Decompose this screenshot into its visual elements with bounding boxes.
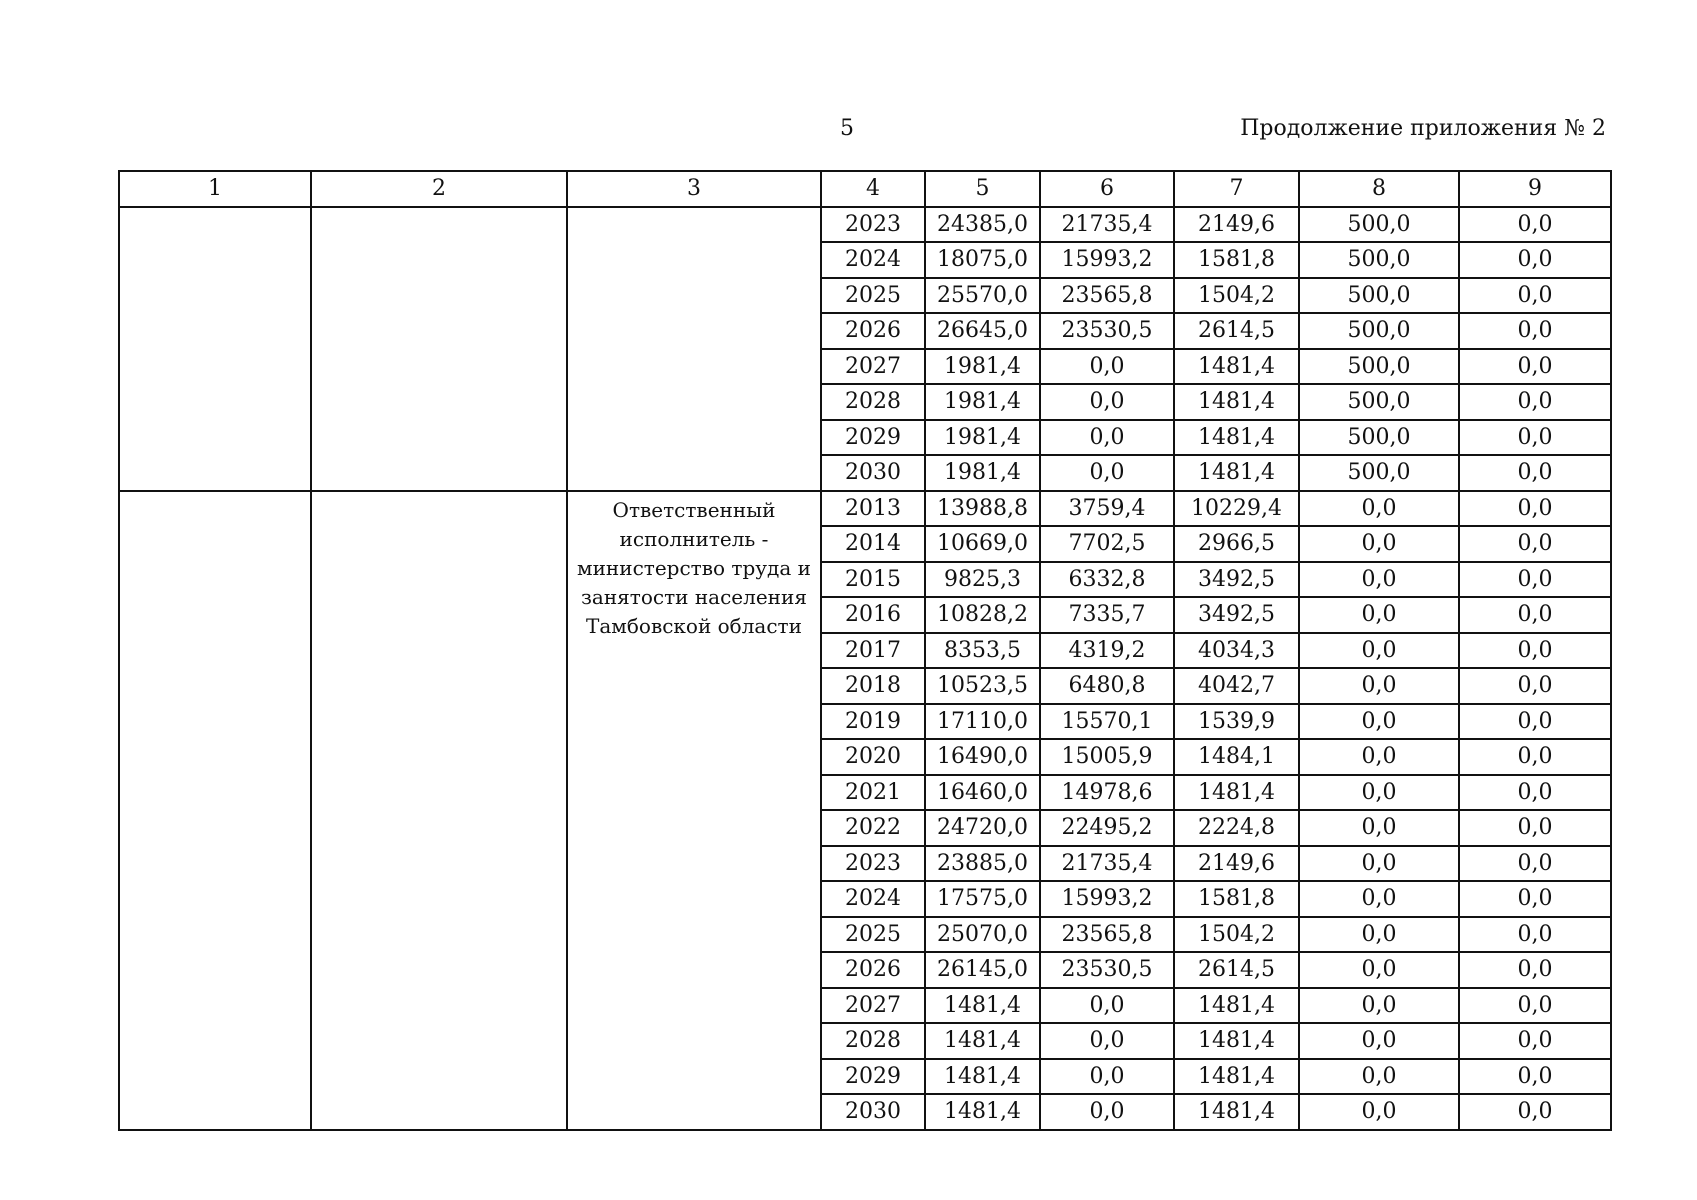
value-cell: 1504,2 [1174, 278, 1299, 314]
value-cell: 1981,4 [925, 455, 1040, 491]
column-header: 6 [1040, 171, 1174, 207]
col2-cell [311, 491, 567, 1130]
value-cell: 16460,0 [925, 775, 1040, 811]
column-header: 8 [1299, 171, 1459, 207]
value-cell: 24385,0 [925, 207, 1040, 243]
year-cell: 2024 [821, 242, 925, 278]
value-cell: 4042,7 [1174, 668, 1299, 704]
year-cell: 2027 [821, 349, 925, 385]
executor-line: занятости населения [581, 584, 807, 609]
value-cell: 2224,8 [1174, 810, 1299, 846]
value-cell: 2966,5 [1174, 526, 1299, 562]
executor-line: Тамбовской области [586, 613, 802, 638]
year-cell: 2013 [821, 491, 925, 527]
executor-line: исполнитель - [619, 526, 769, 551]
year-cell: 2023 [821, 207, 925, 243]
value-cell: 4319,2 [1040, 633, 1174, 669]
value-cell: 0,0 [1299, 491, 1459, 527]
value-cell: 26645,0 [925, 313, 1040, 349]
value-cell: 1481,4 [1174, 1059, 1299, 1095]
value-cell: 0,0 [1040, 384, 1174, 420]
value-cell: 0,0 [1459, 1023, 1611, 1059]
value-cell: 1481,4 [1174, 455, 1299, 491]
table-row [119, 207, 1611, 243]
page-number: 5 [840, 116, 854, 141]
column-header: 3 [567, 171, 821, 207]
value-cell: 0,0 [1299, 597, 1459, 633]
year-cell: 2029 [821, 420, 925, 456]
year-cell: 2014 [821, 526, 925, 562]
value-cell: 0,0 [1459, 278, 1611, 314]
value-cell: 0,0 [1299, 810, 1459, 846]
year-cell: 2022 [821, 810, 925, 846]
value-cell: 0,0 [1459, 952, 1611, 988]
year-cell: 2023 [821, 846, 925, 882]
value-cell: 0,0 [1459, 313, 1611, 349]
value-cell: 26145,0 [925, 952, 1040, 988]
column-header: 4 [821, 171, 925, 207]
value-cell: 1481,4 [1174, 384, 1299, 420]
value-cell: 0,0 [1459, 633, 1611, 669]
value-cell: 25570,0 [925, 278, 1040, 314]
value-cell: 18075,0 [925, 242, 1040, 278]
value-cell: 0,0 [1459, 917, 1611, 953]
value-cell: 500,0 [1299, 349, 1459, 385]
value-cell: 0,0 [1459, 775, 1611, 811]
column-header: 9 [1459, 171, 1611, 207]
value-cell: 16490,0 [925, 739, 1040, 775]
value-cell: 1481,4 [925, 1023, 1040, 1059]
value-cell: 10523,5 [925, 668, 1040, 704]
value-cell: 0,0 [1299, 633, 1459, 669]
value-cell: 0,0 [1299, 526, 1459, 562]
value-cell: 0,0 [1299, 739, 1459, 775]
value-cell: 3492,5 [1174, 562, 1299, 598]
year-cell: 2018 [821, 668, 925, 704]
col1-cell [119, 207, 311, 491]
value-cell: 15993,2 [1040, 881, 1174, 917]
column-header: 2 [311, 171, 567, 207]
year-cell: 2024 [821, 881, 925, 917]
value-cell: 1481,4 [925, 1059, 1040, 1095]
value-cell: 0,0 [1299, 775, 1459, 811]
value-cell: 500,0 [1299, 242, 1459, 278]
year-cell: 2028 [821, 1023, 925, 1059]
value-cell: 21735,4 [1040, 846, 1174, 882]
value-cell: 10669,0 [925, 526, 1040, 562]
column-header: 1 [119, 171, 311, 207]
value-cell: 0,0 [1459, 526, 1611, 562]
value-cell: 1539,9 [1174, 704, 1299, 740]
value-cell: 0,0 [1040, 1023, 1174, 1059]
executor-line: министерство труда и [577, 555, 811, 580]
value-cell: 3492,5 [1174, 597, 1299, 633]
value-cell: 0,0 [1459, 562, 1611, 598]
value-cell: 23530,5 [1040, 952, 1174, 988]
value-cell: 1484,1 [1174, 739, 1299, 775]
value-cell: 0,0 [1299, 988, 1459, 1024]
value-cell: 15993,2 [1040, 242, 1174, 278]
value-cell: 23565,8 [1040, 278, 1174, 314]
year-cell: 2025 [821, 278, 925, 314]
value-cell: 0,0 [1459, 384, 1611, 420]
value-cell: 0,0 [1299, 917, 1459, 953]
value-cell: 0,0 [1459, 810, 1611, 846]
value-cell: 1481,4 [1174, 1094, 1299, 1130]
value-cell: 22495,2 [1040, 810, 1174, 846]
value-cell: 4034,3 [1174, 633, 1299, 669]
value-cell: 0,0 [1299, 562, 1459, 598]
value-cell: 0,0 [1299, 704, 1459, 740]
year-cell: 2020 [821, 739, 925, 775]
column-header: 5 [925, 171, 1040, 207]
value-cell: 14978,6 [1040, 775, 1174, 811]
value-cell: 1504,2 [1174, 917, 1299, 953]
value-cell: 7702,5 [1040, 526, 1174, 562]
value-cell: 500,0 [1299, 278, 1459, 314]
value-cell: 0,0 [1040, 420, 1174, 456]
value-cell: 2149,6 [1174, 207, 1299, 243]
value-cell: 0,0 [1459, 597, 1611, 633]
value-cell: 0,0 [1459, 1094, 1611, 1130]
value-cell: 1581,8 [1174, 881, 1299, 917]
year-cell: 2015 [821, 562, 925, 598]
value-cell: 1581,8 [1174, 242, 1299, 278]
value-cell: 500,0 [1299, 384, 1459, 420]
value-cell: 17575,0 [925, 881, 1040, 917]
value-cell: 1981,4 [925, 420, 1040, 456]
value-cell: 15570,1 [1040, 704, 1174, 740]
value-cell: 0,0 [1459, 704, 1611, 740]
value-cell: 8353,5 [925, 633, 1040, 669]
value-cell: 0,0 [1299, 668, 1459, 704]
value-cell: 1481,4 [1174, 420, 1299, 456]
value-cell: 0,0 [1299, 952, 1459, 988]
value-cell: 0,0 [1299, 846, 1459, 882]
value-cell: 0,0 [1040, 1059, 1174, 1095]
value-cell: 1981,4 [925, 384, 1040, 420]
column-header: 7 [1174, 171, 1299, 207]
table-row [119, 491, 1611, 527]
value-cell: 24720,0 [925, 810, 1040, 846]
value-cell: 0,0 [1040, 1094, 1174, 1130]
value-cell: 0,0 [1299, 1059, 1459, 1095]
year-cell: 2016 [821, 597, 925, 633]
value-cell: 0,0 [1040, 455, 1174, 491]
value-cell: 3759,4 [1040, 491, 1174, 527]
value-cell: 23885,0 [925, 846, 1040, 882]
value-cell: 21735,4 [1040, 207, 1174, 243]
value-cell: 0,0 [1040, 988, 1174, 1024]
value-cell: 10229,4 [1174, 491, 1299, 527]
value-cell: 15005,9 [1040, 739, 1174, 775]
value-cell: 2614,5 [1174, 313, 1299, 349]
year-cell: 2019 [821, 704, 925, 740]
value-cell: 25070,0 [925, 917, 1040, 953]
year-cell: 2025 [821, 917, 925, 953]
value-cell: 7335,7 [1040, 597, 1174, 633]
value-cell: 0,0 [1459, 491, 1611, 527]
col1-cell [119, 491, 311, 1130]
year-cell: 2026 [821, 952, 925, 988]
value-cell: 2614,5 [1174, 952, 1299, 988]
col2-cell [311, 207, 567, 491]
value-cell: 0,0 [1299, 1094, 1459, 1130]
table-body [119, 207, 1611, 1130]
executor-cell [567, 207, 821, 491]
value-cell: 1481,4 [1174, 349, 1299, 385]
value-cell: 0,0 [1299, 1023, 1459, 1059]
value-cell: 10828,2 [925, 597, 1040, 633]
value-cell: 0,0 [1459, 988, 1611, 1024]
executor-line: Ответственный [612, 497, 776, 522]
value-cell: 17110,0 [925, 704, 1040, 740]
value-cell: 500,0 [1299, 207, 1459, 243]
value-cell: 0,0 [1459, 846, 1611, 882]
value-cell: 2149,6 [1174, 846, 1299, 882]
value-cell: 0,0 [1459, 207, 1611, 243]
year-cell: 2017 [821, 633, 925, 669]
year-cell: 2021 [821, 775, 925, 811]
year-cell: 2029 [821, 1059, 925, 1095]
year-cell: 2030 [821, 455, 925, 491]
value-cell: 0,0 [1459, 881, 1611, 917]
value-cell: 1481,4 [925, 988, 1040, 1024]
value-cell: 0,0 [1459, 668, 1611, 704]
value-cell: 0,0 [1299, 881, 1459, 917]
budget-table [118, 170, 1612, 1131]
value-cell: 0,0 [1040, 349, 1174, 385]
value-cell: 1481,4 [1174, 775, 1299, 811]
year-cell: 2028 [821, 384, 925, 420]
year-cell: 2030 [821, 1094, 925, 1130]
value-cell: 0,0 [1459, 420, 1611, 456]
value-cell: 13988,8 [925, 491, 1040, 527]
value-cell: 500,0 [1299, 420, 1459, 456]
value-cell: 1481,4 [1174, 988, 1299, 1024]
value-cell: 500,0 [1299, 313, 1459, 349]
header-row [119, 171, 1611, 207]
value-cell: 9825,3 [925, 562, 1040, 598]
value-cell: 0,0 [1459, 349, 1611, 385]
value-cell: 6480,8 [1040, 668, 1174, 704]
value-cell: 500,0 [1299, 455, 1459, 491]
executor-cell [567, 491, 821, 1130]
value-cell: 23565,8 [1040, 917, 1174, 953]
value-cell: 0,0 [1459, 455, 1611, 491]
value-cell: 1481,4 [925, 1094, 1040, 1130]
appendix-note: Продолжение приложения № 2 [1240, 116, 1606, 141]
value-cell: 0,0 [1459, 242, 1611, 278]
value-cell: 6332,8 [1040, 562, 1174, 598]
year-cell: 2026 [821, 313, 925, 349]
year-cell: 2027 [821, 988, 925, 1024]
value-cell: 23530,5 [1040, 313, 1174, 349]
value-cell: 0,0 [1459, 1059, 1611, 1095]
value-cell: 0,0 [1459, 739, 1611, 775]
value-cell: 1981,4 [925, 349, 1040, 385]
value-cell: 1481,4 [1174, 1023, 1299, 1059]
